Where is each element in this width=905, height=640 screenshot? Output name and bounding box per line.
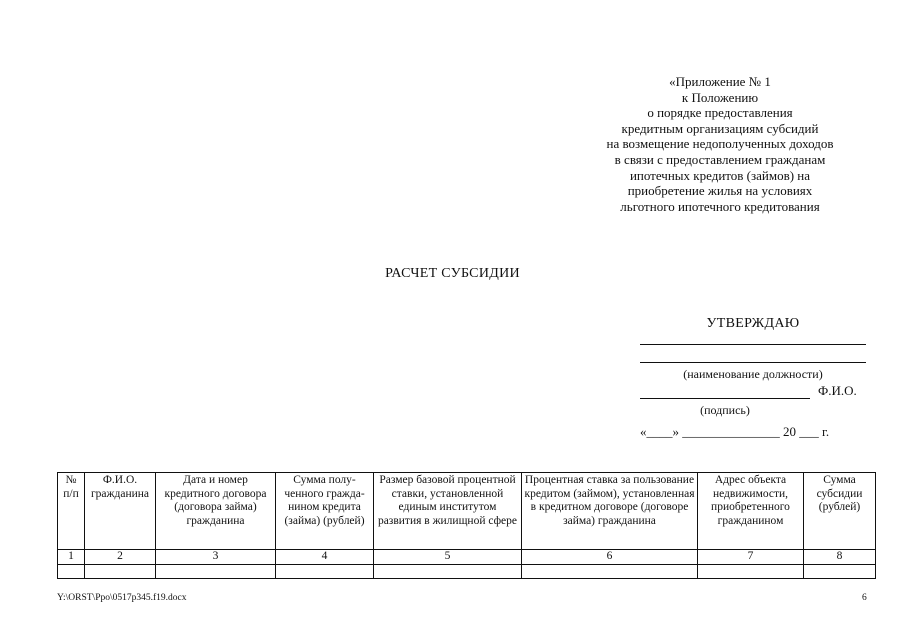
empty-cell (58, 564, 85, 578)
number-cell: 2 (85, 550, 156, 565)
signature-row (640, 383, 866, 399)
table-empty-row (58, 564, 876, 578)
signature-line (640, 386, 810, 399)
number-cell: 4 (276, 550, 374, 565)
number-cell: 7 (698, 550, 804, 565)
position-line-2 (640, 362, 866, 363)
empty-cell (804, 564, 876, 578)
file-path: Y:\ORST\Ppo\0517p345.f19.docx (57, 593, 187, 603)
number-cell: 8 (804, 550, 876, 565)
appendix-line: о порядке предоставления (647, 105, 793, 121)
header-cell: Размер базовой процентной ставки, установленной единым институтом развития в жилищной сфере (374, 473, 522, 550)
empty-cell (374, 564, 522, 578)
empty-cell (698, 564, 804, 578)
number-cell: 5 (374, 550, 522, 565)
header-cell: Сумма субсидии (рублей) (804, 473, 876, 550)
appendix-block (560, 74, 880, 214)
table-number-row (58, 550, 876, 565)
approval-block (640, 316, 866, 440)
empty-cell (522, 564, 698, 578)
document-title: РАСЧЕТ СУБСИДИИ (385, 266, 520, 281)
header-cell: Процентная ставка за пользование кредитом (займом), установленная в кредитном договоре (договоре займа) гражданина (522, 473, 698, 550)
appendix-line: льготного ипотечного кредитования (620, 198, 820, 214)
appendix-line: кредитным организациям субсидий (621, 120, 819, 136)
appendix-line: приобретение жилья на условиях (627, 183, 813, 199)
position-line-1 (640, 344, 866, 345)
table-header-row (58, 473, 876, 550)
empty-cell (156, 564, 276, 578)
header-cell: № п/п (58, 473, 85, 550)
date-line: «____» _______________ 20 ___ г. (640, 424, 830, 439)
header-cell: Ф.И.О. гражданина (85, 473, 156, 550)
header-cell: Дата и номер кредитного договора (договора займа) гражданина (156, 473, 276, 550)
appendix-line: ипотечных кредитов (займов) на (629, 167, 811, 183)
approval-heading: УТВЕРЖДАЮ (706, 316, 800, 331)
appendix-line: на возмещение недополученных доходов (606, 136, 834, 152)
empty-cell (85, 564, 156, 578)
signature-caption: (подпись) (700, 403, 750, 417)
fio-label: Ф.И.О. (818, 383, 857, 398)
number-cell: 3 (156, 550, 276, 565)
number-cell: 1 (58, 550, 85, 565)
subsidy-table (57, 472, 876, 579)
header-cell: Сумма полу-ченного гражда-нином кредита (займа) (рублей) (276, 473, 374, 550)
header-cell: Адрес объекта недвижимости, приобретенного гражданином (698, 473, 804, 550)
appendix-line: «Приложение № 1 (669, 74, 771, 89)
page-number: 6 (862, 593, 867, 603)
empty-cell (276, 564, 374, 578)
appendix-line: к Положению (681, 89, 759, 105)
number-cell: 6 (522, 550, 698, 565)
position-caption: (наименование должности) (683, 367, 823, 381)
appendix-line: в связи с предоставлением гражданам (614, 151, 826, 167)
